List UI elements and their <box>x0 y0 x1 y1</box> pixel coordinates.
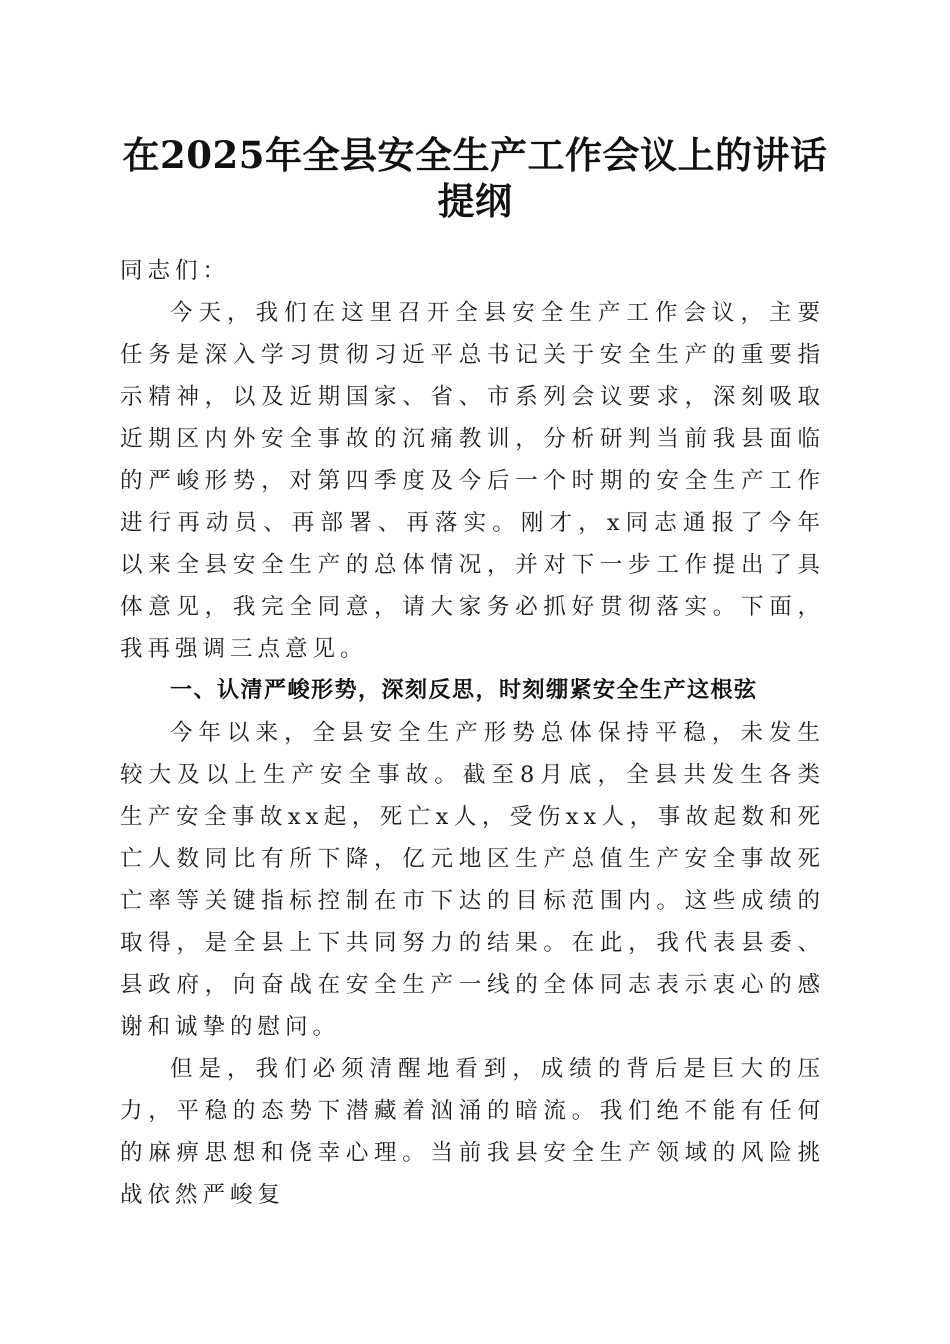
section-heading-1: 一、认清严峻形势，深刻反思，时刻绷紧安全生产这根弦 <box>170 678 758 703</box>
document-body <box>120 250 825 1216</box>
document-title: 在2025年全县安全生产工作会议上的讲话提纲 <box>122 133 828 223</box>
section1-paragraph-2: 但是，我们必须清醒地看到，成绩的背后是巨大的压力，平稳的态势下潜藏着汹涌的暗流。我们绝不能有任何的麻痹思想和侥幸心理。当前我县安全生产领域的风险挑战依然严峻复 <box>120 1056 825 1208</box>
intro-paragraph: 今天，我们在这里召开全县安全生产工作会议，主要任务是深入学习贯彻习近平总书记关于安全生产的重要指示精神，以及近期国家、省、市系列会议要求，深刻吸取近期区内外安全事故的沉痛教训，分析研判当前我县面临的严峻形势，对第四季度及今后一个时期的安全生产工作进行再动员、再部署、再落实。刚才，x同志通报了今年以来全县安全生产的总体情况，并对下一步工作提出了具体意见，我完全同意，请大家务必抓好贯彻落实。下面，我再强调三点意见。 <box>120 300 825 662</box>
salutation: 同志们： <box>120 258 231 284</box>
section1-paragraph-1: 今年以来，全县安全生产形势总体保持平稳，未发生较大及以上生产安全事故。截至8月底，全县共发生各类生产安全事故xx起，死亡x人，受伤xx人，事故起数和死亡人数同比有所下降，亿元地区生产总值生产安全事故死亡率等关键指标控制在市下达的目标范围内。这些成绩的取得，是全县上下共同努力的结果。在此，我代表县委、县政府，向奋战在安全生产一线的全体同志表示衷心的感谢和诚挚的慰问。 <box>120 720 825 1040</box>
